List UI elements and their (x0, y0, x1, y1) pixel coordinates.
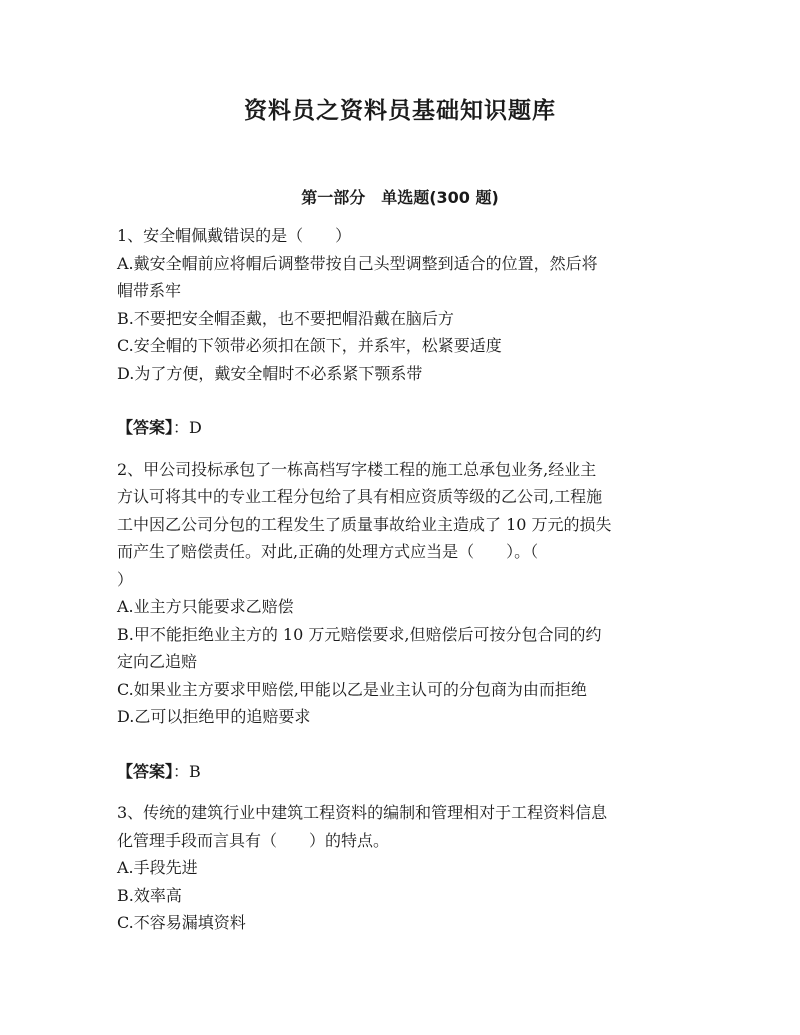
answer-label: 【答案】 (117, 418, 174, 437)
answer-label: 【答案】 (117, 761, 174, 781)
option-a-line: A.戴安全帽前应将帽后调整带按自己头型调整到适合的位置，然后将 (117, 253, 598, 273)
answer-value: ：D (173, 418, 202, 437)
option-b-line: 定向乙追赔 (117, 652, 198, 671)
document-title: 资料员之资料员基础知识题库 (244, 98, 556, 124)
option-a-line: A.业主方只能要求乙赔偿 (117, 597, 294, 616)
option-b-line: B.甲不能拒绝业主方的 10 万元赔偿要求,但赔偿后可按分包合同的约 (117, 624, 602, 644)
question-stem-line: 化管理手段而言具有（ ）的特点。 (117, 830, 390, 850)
section-title: 第一部分 单选题(300 题) (301, 188, 499, 207)
option-c-line: C.如果业主方要求甲赔偿,甲能以乙是业主认可的分包商为由而拒绝 (117, 679, 587, 699)
answer-value: ：B (173, 761, 201, 781)
question-2 (117, 456, 687, 786)
question-stem-line: 2、甲公司投标承包了一栋高档写字楼工程的施工总承包业务,经业主 (117, 459, 597, 479)
option-c-line: C.不容易漏填资料 (117, 913, 246, 932)
option-a-line: A.手段先进 (117, 858, 198, 877)
option-c-line: C.安全帽的下领带必须扣在颌下，并系牢，松紧要适度 (117, 336, 502, 355)
option-d-line: D.乙可以拒绝甲的追赔要求 (117, 707, 311, 726)
question-stem-line: 方认可将其中的专业工程分包给了具有相应资质等级的乙公司,工程施 (117, 487, 603, 506)
question-1 (117, 222, 687, 442)
option-b-line: B.效率高 (117, 885, 182, 905)
question-stem-line: 而产生了赔偿责任。对此,正确的处理方式应当是（ ）。（ (117, 542, 539, 561)
question-stem-line: 工中因乙公司分包的工程发生了质量事故给业主造成了 10 万元的损失 (117, 514, 612, 534)
question-stem-line: 1、安全帽佩戴错误的是（ ） (117, 226, 352, 245)
answer-line (117, 758, 687, 786)
question-stem-line: ） (117, 569, 134, 589)
question-list (117, 222, 687, 937)
question-3 (117, 799, 687, 937)
option-b-line: B.不要把安全帽歪戴，也不要把帽沿戴在脑后方 (117, 308, 454, 328)
answer-line (117, 414, 687, 442)
question-stem-line: 3、传统的建筑行业中建筑工程资料的编制和管理相对于工程资料信息 (117, 803, 608, 822)
option-a-line: 帽带系牢 (117, 281, 182, 300)
option-d-line: D.为了方便，戴安全帽时不必系紧下颚系带 (117, 363, 423, 383)
